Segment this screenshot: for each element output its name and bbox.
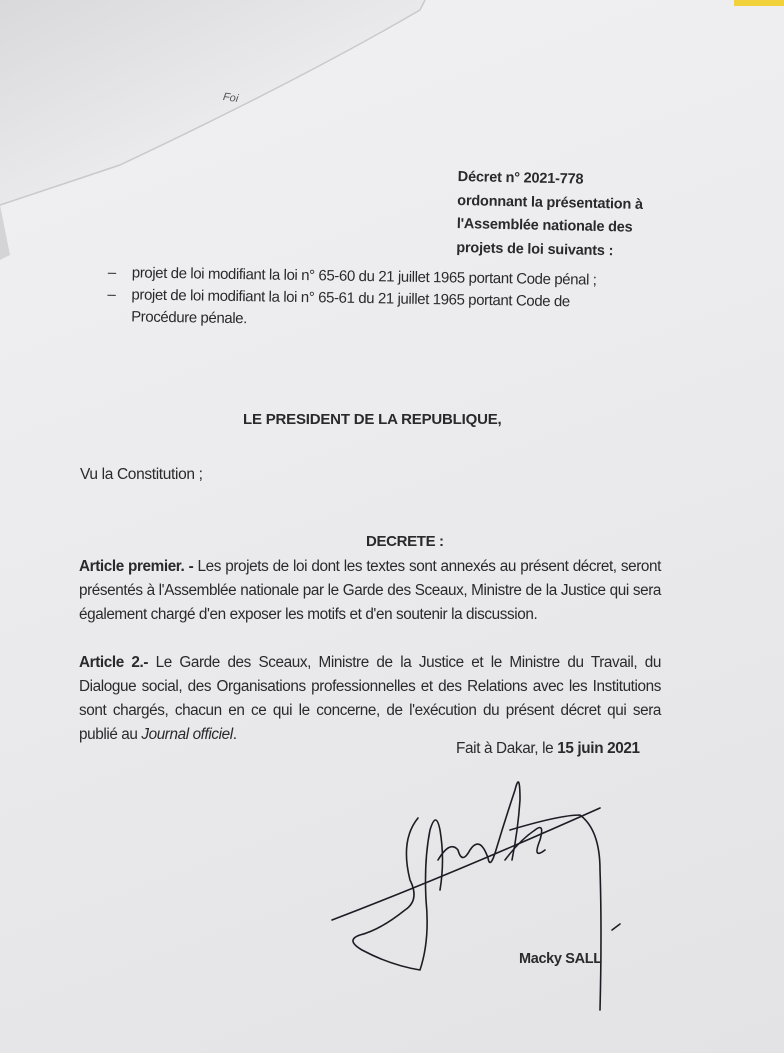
vu-constitution: Vu la Constitution ; — [80, 466, 203, 483]
header-line: projets de loi suivants : — [456, 239, 614, 259]
article-label: Article 2.- — [79, 654, 149, 671]
article-2: Article 2.- Le Garde des Sceaux, Ministre de la Justice et le Ministre du Travail, du Dialogue social, des Organisations professionnelles et des Relations avec les Institutions sont chargés, chacun en ce qui le concerne, de l'exécution du présent décret qui sera publié au Journal officiel. — [79, 654, 662, 743]
article-1: Article premier. - Les projets de loi dont les textes sont annexés au présent décret, seront présentés à l'Assemblée nationale par le Garde des Sceaux, Ministre de la Justice qui sera également chargé d'en exposer les motifs et d'en soutenir la discussion. — [79, 558, 661, 623]
article-label: Article premier. - — [79, 558, 194, 575]
header-line: l'Assemblée nationale des — [456, 215, 633, 236]
place-date: Fait à Dakar, le 15 juin 2021 — [456, 740, 640, 757]
decrete-heading: DECRETE : — [366, 533, 444, 550]
margin-note: Foi — [222, 90, 240, 106]
signatory-name: Macky SALL — [519, 951, 602, 967]
president-title: LE PRESIDENT DE LA REPUBLIQUE, — [243, 411, 502, 428]
header-line: ordonnant la présentation à — [457, 192, 643, 213]
list-item: – projet de loi modifiant la loi n° 65-60 du 21 juillet 1965 portant Code pénal ; — [107, 263, 597, 289]
list-item: – projet de loi modifiant la loi n° 65-61 du 21 juillet 1965 portant Code de Procédure pénale. — [107, 285, 570, 328]
decree-number: Décret n° 2021-778 — [457, 168, 584, 188]
